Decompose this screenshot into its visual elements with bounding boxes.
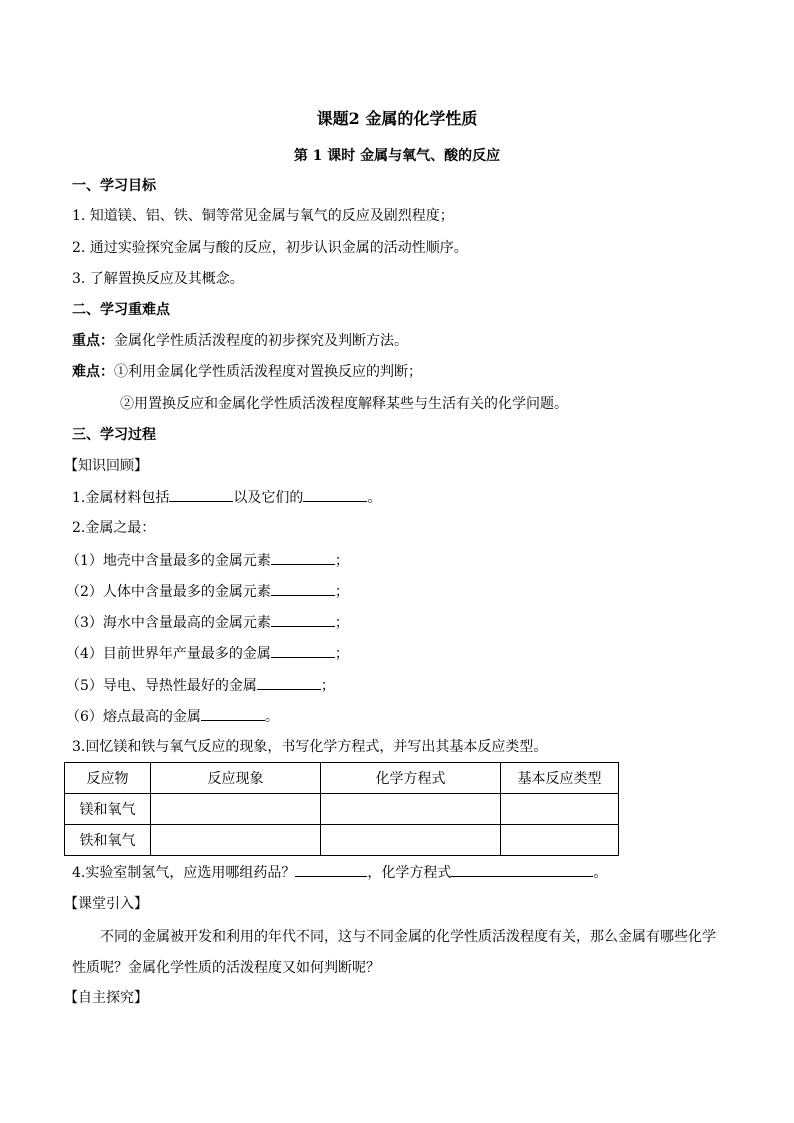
table-row: [65, 825, 619, 856]
q2-item: [66, 550, 349, 571]
difficulty-text-1: ①利用金属化学性质活泼程度对置换反应的判断；: [114, 364, 422, 380]
answer-blank[interactable]: [271, 550, 335, 565]
goal-item: 3. 了解置换反应及其概念。: [72, 271, 244, 287]
q2-item-end: 。: [264, 709, 279, 725]
section-heading-process: 三、学习过程: [72, 427, 156, 443]
question-1-text-c: 。: [367, 490, 382, 506]
table-cell-empty[interactable]: [321, 794, 501, 825]
q2-item-end: ；: [334, 584, 349, 600]
q2-item-text: （1）地壳中含量最多的金属元素: [66, 553, 271, 569]
q2-item-text: （2）人体中含量最多的金属元素: [66, 584, 271, 600]
q2-item: [66, 643, 349, 664]
difficulty-text-2: ②用置换反应和金属化学性质活泼程度解释某些与生活有关的化学问题。: [120, 396, 568, 412]
q2-item-end: ；: [334, 553, 349, 569]
goal-item: 2. 通过实验探究金属与酸的反应，初步认识金属的活动性顺序。: [72, 240, 468, 256]
q2-item: [66, 706, 279, 727]
reaction-table: [64, 762, 619, 856]
answer-blank[interactable]: [257, 675, 321, 690]
difficulty: [72, 362, 422, 382]
table-row: [65, 794, 619, 825]
table-cell-empty[interactable]: [321, 825, 501, 856]
key-point: [72, 331, 408, 351]
table-header: 化学方程式: [321, 763, 501, 794]
section-heading-goals: 一、学习目标: [72, 178, 156, 194]
q2-item-text: （5）导电、导热性最好的金属: [66, 678, 257, 694]
q2-item-end: ；: [320, 678, 335, 694]
table-cell-empty[interactable]: [501, 794, 619, 825]
page-title: 课题2 金属的化学性质: [316, 109, 478, 128]
answer-blank[interactable]: [169, 487, 233, 502]
question-4: [72, 862, 607, 883]
answer-blank[interactable]: [201, 706, 265, 721]
table-cell-reactant: 镁和氧气: [65, 794, 151, 825]
table-cell-empty[interactable]: [151, 825, 321, 856]
q2-item-end: ；: [334, 615, 349, 631]
question-4-text-b: ，化学方程式: [367, 865, 452, 881]
page-subtitle: 第 1 课时 金属与氧气、酸的反应: [293, 148, 501, 164]
q2-item: [66, 675, 335, 696]
question-1: [72, 487, 381, 508]
question-4-text-a: 4.实验室制氢气，应选用哪组药品？: [72, 865, 296, 881]
goal-item: 1. 知道镁、铝、铁、铜等常见金属与氧气的反应及剧烈程度；: [72, 208, 454, 224]
intro-paragraph: 不同的金属被开发和利用的年代不同，这与不同金属的化学性质活泼程度有关，那么金属有哪些化学性质呢？金属化学性质的活泼程度又如何判断呢？: [72, 929, 716, 976]
question-4-text-c: 。: [593, 865, 608, 881]
question-1-text-b: 以及它们的: [233, 490, 304, 506]
table-cell-empty[interactable]: [151, 794, 321, 825]
table-header: 反应现象: [151, 763, 321, 794]
question-1-text-a: 1.金属材料包括: [72, 490, 170, 506]
answer-blank[interactable]: [271, 612, 335, 627]
section-heading-key: 二、学习重难点: [72, 302, 170, 318]
answer-blank[interactable]: [271, 581, 335, 596]
q2-item: [66, 612, 349, 633]
review-heading: 【知识回顾】: [64, 458, 148, 474]
question-2: 2.金属之最：: [72, 520, 156, 536]
key-point-label: 重点：: [72, 333, 114, 349]
answer-blank[interactable]: [451, 862, 593, 877]
q2-item-end: ；: [334, 646, 349, 662]
explore-heading: 【自主探究】: [64, 990, 148, 1006]
q2-item-text: （6）熔点最高的金属: [66, 709, 201, 725]
answer-blank[interactable]: [295, 862, 367, 877]
answer-blank[interactable]: [303, 487, 367, 502]
table-cell-reactant: 铁和氧气: [65, 825, 151, 856]
table-cell-empty[interactable]: [501, 825, 619, 856]
q2-item: [66, 581, 349, 602]
table-header-row: [65, 763, 619, 794]
key-point-text: 金属化学性质活泼程度的初步探究及判断方法。: [114, 333, 408, 349]
question-3: 3.回忆镁和铁与氧气反应的现象，书写化学方程式，并写出其基本反应类型。: [72, 739, 548, 755]
table-header: 反应物: [65, 763, 151, 794]
table-header: 基本反应类型: [501, 763, 619, 794]
intro-heading: 【课堂引入】: [64, 896, 148, 912]
q2-item-text: （3）海水中含量最高的金属元素: [66, 615, 271, 631]
difficulty-label: 难点：: [72, 364, 114, 380]
q2-item-text: （4）目前世界年产量最多的金属: [66, 646, 271, 662]
answer-blank[interactable]: [271, 643, 335, 658]
